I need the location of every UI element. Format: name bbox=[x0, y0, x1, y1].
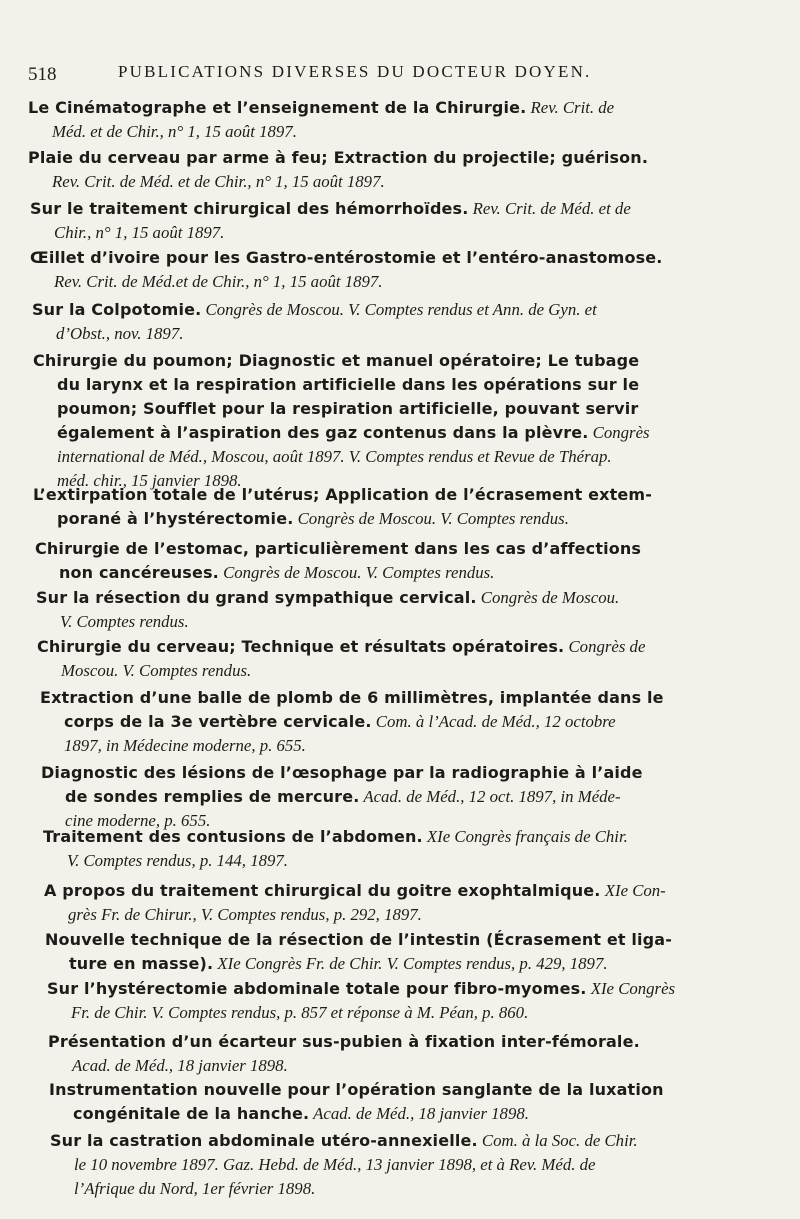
entry-line bbox=[33, 397, 705, 421]
publication-entry bbox=[50, 1129, 722, 1201]
publication-title: ture en masse). bbox=[69, 954, 214, 973]
entry-line bbox=[28, 146, 700, 170]
entry-line bbox=[32, 322, 704, 346]
entry-line bbox=[50, 1153, 722, 1177]
entry-line bbox=[33, 349, 705, 373]
publication-reference: grès Fr. de Chirur., V. Comptes rendus, p. 292, 1897. bbox=[68, 905, 422, 924]
publication-title: Plaie du cerveau par arme à feu; Extraction du projectile; guérison. bbox=[28, 148, 649, 167]
entry-line bbox=[50, 1129, 722, 1153]
entry-line bbox=[30, 246, 702, 270]
entry-line bbox=[43, 849, 715, 873]
publication-title: Chirurgie du cerveau; Technique et résultats opératoires. bbox=[37, 637, 565, 656]
publication-reference: Acad. de Méd., 18 janvier 1898. bbox=[72, 1056, 288, 1075]
publication-title: Présentation d’un écarteur sus-pubien à fixation inter-fémorale. bbox=[48, 1032, 640, 1051]
entry-line bbox=[49, 1078, 721, 1102]
publication-title: Le Cinématographe et l’enseignement de la Chirurgie. bbox=[28, 98, 527, 117]
publication-title: Sur la résection du grand sympathique cervical. bbox=[36, 588, 477, 607]
entry-line bbox=[28, 120, 700, 144]
entry-line bbox=[45, 952, 717, 976]
publication-entry bbox=[33, 483, 705, 531]
publication-title: Diagnostic des lésions de l’œsophage par la radiographie à l’aide bbox=[41, 763, 643, 782]
publication-reference: Acad. de Méd., 18 janvier 1898. bbox=[309, 1104, 529, 1123]
publication-reference: Méd. et de Chir., n° 1, 15 août 1897. bbox=[52, 122, 297, 141]
publication-reference: Congrès de Moscou. bbox=[476, 588, 620, 607]
publication-reference: Congrès bbox=[588, 423, 650, 442]
publication-reference: XIe Congrès bbox=[586, 979, 676, 998]
entry-line bbox=[36, 610, 708, 634]
entry-line bbox=[40, 686, 712, 710]
publication-reference: XIe Con- bbox=[600, 881, 666, 900]
publication-entry bbox=[28, 96, 700, 144]
entry-line bbox=[33, 421, 705, 445]
publication-entry bbox=[37, 635, 709, 683]
publication-reference: Rev. Crit. de Méd. et de bbox=[468, 199, 631, 218]
publication-title: corps de la 3e vertèbre cervicale. bbox=[64, 712, 372, 731]
publication-entry bbox=[43, 825, 715, 873]
publication-reference: méd. chir., 15 janvier 1898. bbox=[57, 471, 242, 490]
publication-entry bbox=[33, 349, 705, 493]
publication-title: congénitale de la hanche. bbox=[73, 1104, 310, 1123]
entry-line bbox=[30, 221, 702, 245]
entry-line bbox=[48, 1030, 720, 1054]
publication-reference: Com. à la Soc. de Chir. bbox=[477, 1131, 638, 1150]
entry-line bbox=[35, 561, 707, 585]
entry-line bbox=[30, 197, 702, 221]
entry-line bbox=[47, 977, 719, 1001]
publication-reference: d’Obst., nov. 1897. bbox=[56, 324, 184, 343]
entry-line bbox=[44, 879, 716, 903]
entry-line bbox=[40, 734, 712, 758]
publication-reference: Moscou. V. Comptes rendus. bbox=[61, 661, 252, 680]
entry-line bbox=[47, 1001, 719, 1025]
entry-line bbox=[44, 903, 716, 927]
publication-reference: Congrès de Moscou. V. Comptes rendus. bbox=[293, 509, 569, 528]
publication-entry bbox=[45, 928, 717, 976]
publication-reference: V. Comptes rendus, p. 144, 1897. bbox=[67, 851, 288, 870]
entry-line bbox=[41, 761, 713, 785]
entry-line bbox=[45, 928, 717, 952]
entry-line bbox=[33, 373, 705, 397]
publication-title: Œillet d’ivoire pour les Gastro-entérostomie et l’entéro-anastomose. bbox=[30, 248, 663, 267]
publication-reference: Congrès de Moscou. V. Comptes rendus. bbox=[218, 563, 495, 582]
entry-line bbox=[33, 445, 705, 469]
publication-entry bbox=[30, 246, 702, 294]
publication-reference: Rev. Crit. de bbox=[526, 98, 615, 117]
publication-entry bbox=[41, 761, 713, 833]
entry-line bbox=[49, 1102, 721, 1126]
entry-line bbox=[36, 586, 708, 610]
publication-title: Chirurgie du poumon; Diagnostic et manuel opératoire; Le tubage bbox=[33, 351, 640, 370]
entry-line bbox=[40, 710, 712, 734]
entry-line bbox=[30, 270, 702, 294]
publication-reference: international de Méd., Moscou, août 1897. V. Comptes rendus et Revue de Thérap. bbox=[57, 447, 612, 466]
entry-line bbox=[50, 1177, 722, 1201]
entry-line bbox=[33, 507, 705, 531]
publication-title: Instrumentation nouvelle pour l’opération sanglante de la luxation bbox=[49, 1080, 664, 1099]
publication-title: porané à l’hystérectomie. bbox=[57, 509, 294, 528]
publication-reference: Rev. Crit. de Méd.et de Chir., n° 1, 15 août 1897. bbox=[54, 272, 383, 291]
publication-reference: Congrès de Moscou. V. Comptes rendus et Ann. de Gyn. et bbox=[201, 300, 597, 319]
entry-line bbox=[43, 825, 715, 849]
publication-reference: Congrès de bbox=[564, 637, 646, 656]
publication-title: poumon; Soufflet pour la respiration artificielle, pouvant servir bbox=[57, 399, 639, 418]
publication-reference: Acad. de Méd., 12 oct. 1897, in Méde- bbox=[359, 787, 621, 806]
publication-entry bbox=[32, 298, 704, 346]
publication-reference: 1897, in Médecine moderne, p. 655. bbox=[64, 736, 306, 755]
publication-reference: Com. à l’Acad. de Méd., 12 octobre bbox=[371, 712, 616, 731]
running-title: PUBLICATIONS DIVERSES DU DOCTEUR DOYEN. bbox=[118, 62, 592, 81]
publication-title: L’extirpation totale de l’utérus; Application de l’écrasement extem- bbox=[33, 485, 652, 504]
publication-reference: XIe Congrès français de Chir. bbox=[422, 827, 628, 846]
entry-line bbox=[37, 635, 709, 659]
entry-line bbox=[28, 96, 700, 120]
publication-title: Sur la castration abdominale utéro-annexielle. bbox=[50, 1131, 478, 1150]
entry-line bbox=[37, 659, 709, 683]
publication-entry bbox=[36, 586, 708, 634]
entry-line bbox=[33, 483, 705, 507]
publication-title: également à l’aspiration des gaz contenus dans la plèvre. bbox=[57, 423, 589, 442]
entry-line bbox=[28, 170, 700, 194]
publication-reference: Rev. Crit. de Méd. et de Chir., n° 1, 15 août 1897. bbox=[52, 172, 385, 191]
publication-title: Extraction d’une balle de plomb de 6 millimètres, implantée dans le bbox=[40, 688, 664, 707]
entry-line bbox=[32, 298, 704, 322]
publication-reference: V. Comptes rendus. bbox=[60, 612, 189, 631]
publication-reference: le 10 novembre 1897. Gaz. Hebd. de Méd., 13 janvier 1898, et à Rev. Méd. de bbox=[74, 1155, 596, 1174]
publication-entry bbox=[48, 1030, 720, 1078]
publication-title: Sur l’hystérectomie abdominale totale pour fibro-myomes. bbox=[47, 979, 587, 998]
publication-entry bbox=[44, 879, 716, 927]
publication-entry bbox=[28, 146, 700, 194]
publication-reference: Fr. de Chir. V. Comptes rendus, p. 857 et réponse à M. Péan, p. 860. bbox=[71, 1003, 529, 1022]
entry-line bbox=[48, 1054, 720, 1078]
publication-title: Sur la Colpotomie. bbox=[32, 300, 202, 319]
publication-entry bbox=[49, 1078, 721, 1126]
publication-title: non cancéreuses. bbox=[59, 563, 219, 582]
publication-title: du larynx et la respiration artificielle dans les opérations sur le bbox=[57, 375, 640, 394]
publication-title: Sur le traitement chirurgical des hémorrhoïdes. bbox=[30, 199, 469, 218]
publication-reference: Chir., n° 1, 15 août 1897. bbox=[54, 223, 225, 242]
publication-title: Chirurgie de l’estomac, particulièrement dans les cas d’affections bbox=[35, 539, 642, 558]
publication-entry bbox=[47, 977, 719, 1025]
page-number: 518 bbox=[28, 64, 57, 85]
publication-reference: cine moderne, p. 655. bbox=[65, 811, 211, 830]
entry-line bbox=[41, 785, 713, 809]
publication-title: de sondes remplies de mercure. bbox=[65, 787, 360, 806]
publication-title: A propos du traitement chirurgical du goitre exophtalmique. bbox=[44, 881, 601, 900]
publication-entry bbox=[40, 686, 712, 758]
publication-reference: l’Afrique du Nord, 1er février 1898. bbox=[74, 1179, 316, 1198]
entry-line bbox=[35, 537, 707, 561]
publication-title: Traitement des contusions de l’abdomen. bbox=[43, 827, 423, 846]
publication-reference: XIe Congrès Fr. de Chir. V. Comptes rendus, p. 429, 1897. bbox=[213, 954, 608, 973]
publication-entry bbox=[30, 197, 702, 245]
publication-entry bbox=[35, 537, 707, 585]
publication-title: Nouvelle technique de la résection de l’intestin (Écrasement et liga- bbox=[45, 930, 673, 949]
